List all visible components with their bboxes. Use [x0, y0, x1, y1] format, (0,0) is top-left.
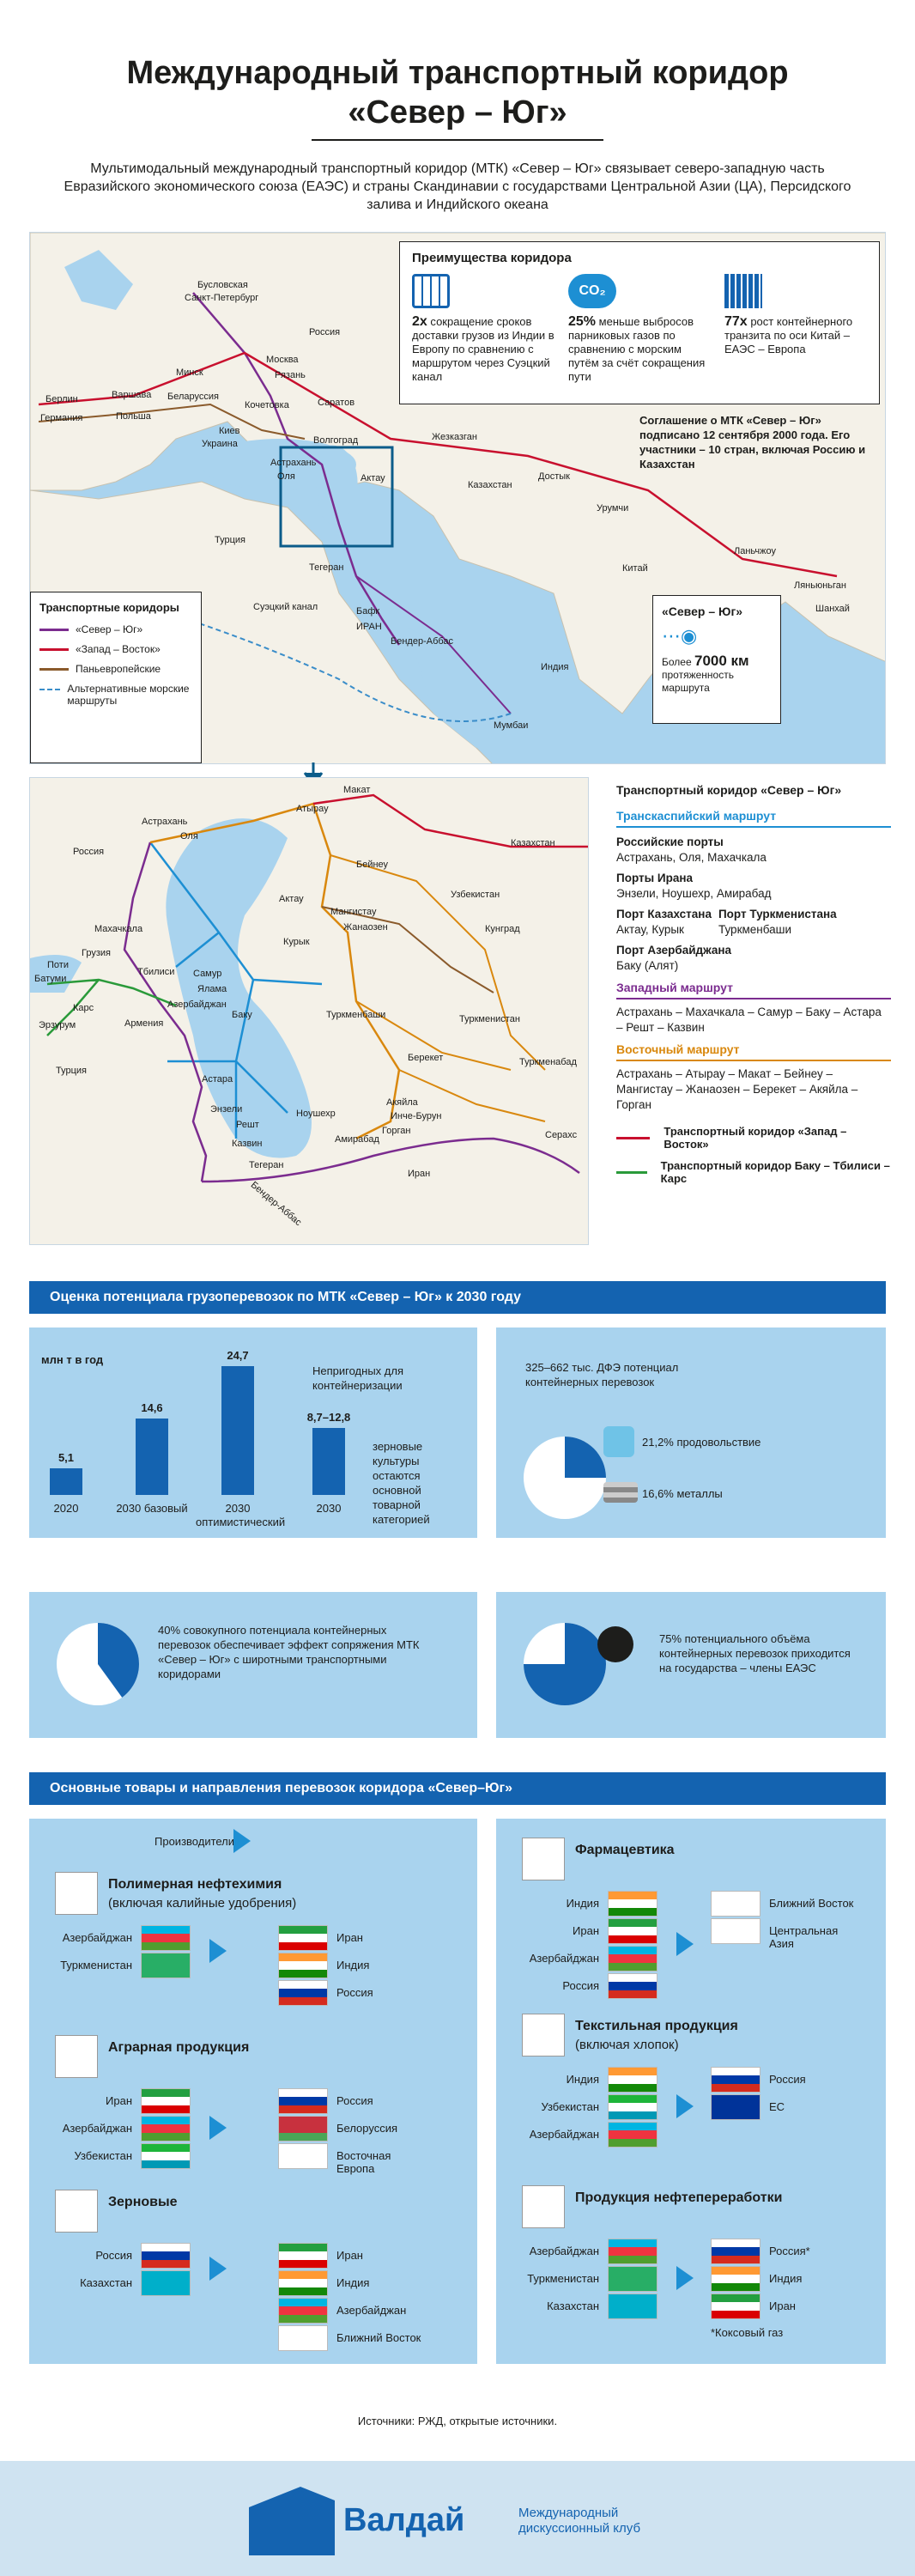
- bar-value-label: 14,6: [141, 1401, 163, 1414]
- flag-icon: [608, 2266, 657, 2292]
- advantage-item: 77x рост контейнерного транзита по оси Китай – ЕАЭС – Европа: [724, 274, 867, 384]
- goods-block: [496, 2014, 886, 2168]
- destination-country: Россия: [336, 1986, 373, 1999]
- origin-country: Россия: [95, 2249, 132, 2262]
- bar-category-label: 2030 базовый: [116, 1502, 188, 1515]
- flag-icon: [711, 2239, 760, 2264]
- flag-icon: [141, 2088, 191, 2114]
- direction-arrow-icon: [676, 2094, 694, 2118]
- share40-card: 40% совокупного потенциала контейнерных перевозок обеспечивает эффект сопряжения МТК «Север – Юг» с широтными транспортными коридорами: [29, 1592, 477, 1738]
- title-divider: [312, 139, 603, 141]
- map-label: Махачкала: [94, 924, 143, 934]
- map-label: Украина: [202, 439, 238, 449]
- map-label: Казахстан: [468, 480, 512, 490]
- map-label: Казвин: [232, 1139, 263, 1149]
- origin-country: Азербайджан: [529, 2245, 599, 2257]
- advantage-item: CO₂ 25% меньше выбросов парниковых газов по сравнению с морским путём за счёт сокращения пути: [568, 274, 711, 384]
- origin-country: Казахстан: [547, 2300, 599, 2312]
- goods-title: Зерновые: [108, 2195, 178, 2209]
- eaeu-emblem-icon: [597, 1626, 633, 1662]
- origin-country: Узбекистан: [74, 2149, 132, 2162]
- flag-icon: [141, 1925, 191, 1951]
- teu-pie: [522, 1435, 608, 1521]
- calendar-icon: [412, 274, 450, 308]
- destination-country: ЕС: [769, 2100, 785, 2113]
- destination-country: Россия: [336, 2094, 373, 2107]
- destination-country: Россия: [769, 2073, 806, 2086]
- origin-country: Азербайджан: [62, 1931, 132, 1944]
- destination-country: Центральная Азия: [769, 1924, 839, 1950]
- map-label: Индия: [541, 662, 569, 672]
- origin-country: Азербайджан: [62, 2122, 132, 2135]
- goods-subtitle: (включая хлопок): [575, 2038, 679, 2052]
- flag-icon: [278, 2116, 328, 2142]
- co2-cloud-icon: CO₂: [568, 274, 616, 308]
- caspian-map-svg: [30, 778, 589, 1245]
- advantage-item: 2x сокращение сроков доставки грузов из Индии в Европу по сравнению с маршрутом через Суэцкий канал: [412, 274, 554, 384]
- origin-country: Иран: [106, 2094, 132, 2107]
- flag-icon: [608, 1946, 657, 1971]
- map-label: Саратов: [318, 398, 355, 408]
- food-icon: [603, 1426, 634, 1457]
- bar-value-label: 5,1: [58, 1451, 75, 1464]
- map-label: Шанхай: [815, 604, 850, 614]
- goods-header: Основные товары и направления перевозок коридора «Север–Юг»: [29, 1772, 886, 1805]
- legend-item: Паньевропейские: [39, 663, 192, 675]
- caspian-map: [29, 777, 589, 1245]
- origin-country: Казахстан: [80, 2276, 132, 2289]
- volume-bar: [136, 1419, 168, 1495]
- map-label: Беларуссия: [167, 392, 219, 402]
- flag-icon: [278, 2298, 328, 2324]
- map-label: Акяйла: [386, 1097, 418, 1108]
- direction-arrow-icon: [209, 1939, 227, 1963]
- map-label: Бейнеу: [356, 860, 389, 870]
- destination-country: Индия: [336, 1959, 370, 1971]
- goods-block: [29, 2035, 477, 2190]
- destination-country: Восточная Европа: [336, 2149, 391, 2175]
- destination-country: Азербайджан: [336, 2304, 407, 2317]
- flag-icon: [608, 2094, 657, 2120]
- map-label: Амирабад: [335, 1134, 379, 1145]
- goods-category-icon: [55, 2035, 98, 2078]
- origin-country: Индия: [566, 1897, 599, 1910]
- flag-icon: [711, 2266, 760, 2292]
- intro-text: Мультимодальный международный транспортный коридор (МТК) «Север – Юг» связывает северо-западную часть Евразийского экономического союза (ЕАЭС) и страны Скандинавии с государствами Центральной Азии (ЦА), Персидского залива и Индийского океана: [64, 161, 851, 212]
- origin-country: Азербайджан: [529, 1952, 599, 1965]
- map-label: Волгоград: [313, 435, 359, 446]
- map-label: Решт: [236, 1120, 259, 1130]
- share75-card: 75% потенциального объёма контейнерных перевозок приходится на государства – члены ЕАЭС: [496, 1592, 886, 1738]
- goods-category-icon: [55, 2190, 98, 2233]
- teu-card: 325–662 тыс. ДФЭ потенциал контейнерных перевозок 21,2% продовольствие 16,6% металлы: [496, 1327, 886, 1538]
- map-label: Суэцкий канал: [253, 602, 318, 612]
- caspian-legend: Транспортный коридор «Север – Юг» Транскаспийский маршрут Российские порты Астрахань, Оля, Махачкала Порты Ирана Энзели, Ноушехр, Амирабад Порт Казахстана Актау, Курык Порт Туркменистана Туркменбаши Порт Азербайджана Баку (Алят) Западный маршрут Астрахань – Махачкала – Самур – Баку – Астара – Решт – Казвин Восточный маршрут Астрахань – Атырау – Макат – Бейнеу – Мангистау – Жанаозен – Берекет – Акяйла – Горган Транспортный коридор «Запад – Восток» Транспортный коридор Баку – Тбилиси – Карс: [616, 783, 890, 1185]
- overview-map: [29, 232, 886, 764]
- map-label: Атырау: [296, 804, 329, 814]
- origin-country: Иран: [573, 1924, 599, 1937]
- legend-item: «Запад – Восток»: [39, 643, 192, 655]
- map-label: Кочетовка: [245, 400, 289, 410]
- map-label: Мангистау: [330, 907, 377, 917]
- goods-category-icon: [522, 2185, 565, 2228]
- map-label: Самур: [193, 969, 222, 979]
- map-label: Астрахань: [142, 817, 188, 827]
- map-label: Оля: [277, 471, 295, 482]
- goods-category-icon: [522, 2014, 565, 2057]
- map-label: Москва: [266, 355, 299, 365]
- map-label: Энзели: [210, 1104, 243, 1115]
- flag-icon: [711, 1918, 760, 1944]
- map-label: Берекет: [408, 1053, 444, 1063]
- flag-icon: [278, 2243, 328, 2269]
- destination-country: Ближний Восток: [336, 2331, 421, 2344]
- map-label: Жанаозен: [343, 922, 388, 933]
- share75-pie: [522, 1621, 608, 1707]
- map-label: Туркменистан: [459, 1014, 520, 1024]
- flag-icon: [608, 1973, 657, 1999]
- map-label: Бафк: [356, 606, 380, 617]
- map-label: Тегеран: [249, 1160, 284, 1170]
- destination-country: Иран: [769, 2300, 796, 2312]
- map-label: Киев: [219, 426, 240, 436]
- bar-value-label: 8,7–12,8: [306, 1411, 351, 1424]
- route-pin-icon: ⋯◉: [662, 625, 698, 647]
- goods-title: Продукция нефтепереработки: [575, 2190, 783, 2205]
- map-label: Казахстан: [511, 838, 555, 848]
- map-label: Бендер-Аббас: [391, 636, 454, 647]
- producers-arrow-icon: [233, 1829, 251, 1853]
- map-label: Рязань: [275, 370, 306, 380]
- map-label: Серахс: [545, 1130, 578, 1140]
- flag-icon: [711, 2067, 760, 2093]
- map-label: Санкт-Петербург: [185, 293, 259, 303]
- map-label: Инче-Бурун: [391, 1111, 442, 1121]
- map-label: Макат: [343, 785, 371, 795]
- flag-icon: [141, 2270, 191, 2296]
- flag-icon: [608, 1891, 657, 1917]
- direction-arrow-icon: [209, 2116, 227, 2140]
- flag-icon: [608, 2122, 657, 2148]
- goods-subtitle: (включая калийные удобрения): [108, 1896, 297, 1911]
- flag-icon: [608, 1918, 657, 1944]
- destination-country: Индия: [769, 2272, 803, 2285]
- map-label: Тбилиси: [137, 967, 175, 977]
- sources: Источники: РЖД, открытые источники.: [357, 2415, 558, 2427]
- map-label: Карс: [73, 1003, 94, 1013]
- map-label: Курык: [283, 937, 310, 947]
- map-label: Турция: [215, 535, 245, 545]
- bar-category-label: 2020: [53, 1502, 79, 1515]
- map-label: Достык: [538, 471, 570, 482]
- advantages-title: Преимущества коридора: [412, 251, 572, 265]
- map-label: Астара: [202, 1074, 233, 1084]
- map-label: Бендер-Аббас: [248, 1179, 304, 1229]
- map-label: Россия: [309, 327, 341, 337]
- container-icon: [724, 274, 762, 308]
- flag-icon: [278, 1925, 328, 1951]
- flag-icon: [278, 1953, 328, 1978]
- share40-pie: [55, 1621, 141, 1707]
- volume-bar: [221, 1366, 254, 1495]
- flag-icon: [711, 2293, 760, 2319]
- destination-country: Ближний Восток: [769, 1897, 854, 1910]
- flag-icon: [608, 2239, 657, 2264]
- map-label: Актау: [361, 473, 385, 483]
- map-label: Жезказган: [432, 432, 477, 442]
- flag-icon: [278, 2270, 328, 2296]
- destination-country: Иран: [336, 2249, 363, 2262]
- volume-chart-card: млн т в год Непригодных для контейнеризации зерновые культуры остаются основной товарной категорией 5,1 2020 14,6 2030 базовый 24,7 2030 оптимистический 8,7–12,8 2030: [29, 1327, 477, 1538]
- estimate-header: Оценка потенциала грузоперевозок по МТК «Север – Юг» к 2030 году: [29, 1281, 886, 1314]
- flag-icon: [141, 2243, 191, 2269]
- route-length-callout: «Север – Юг» ⋯◉ Более 7000 км протяженность маршрута: [652, 595, 781, 724]
- map-label: Оля: [180, 831, 198, 841]
- pipes-icon: [603, 1482, 638, 1503]
- map-label: Иран: [408, 1169, 431, 1179]
- map-label: Туркменбаши: [326, 1010, 386, 1020]
- valdai-logo-icon: [249, 2487, 335, 2555]
- goods-block: [29, 1872, 477, 2026]
- goods-block: [496, 2185, 886, 2340]
- map-label: Горган: [382, 1126, 411, 1136]
- direction-arrow-icon: [676, 2266, 694, 2290]
- footer-brand: Валдай Международный дискуссионный клуб: [0, 2461, 915, 2576]
- flag-icon: [278, 2325, 328, 2351]
- bar-category-label: 2030 оптимистический: [196, 1502, 286, 1528]
- page-title: Международный транспортный коридор «Север – Юг»: [126, 55, 789, 131]
- map-label: Ноушехр: [296, 1109, 336, 1119]
- map-label: Турция: [56, 1066, 87, 1076]
- goods-block: [496, 1838, 886, 1992]
- legend-item: «Север – Юг»: [39, 623, 192, 635]
- map-legend: Транспортные коридоры «Север – Юг» «Запад – Восток» Паньевропейские Альтернативные морские маршруты: [30, 592, 202, 763]
- map-label: Туркменабад: [519, 1057, 577, 1067]
- flag-icon: [278, 1980, 328, 2006]
- legend-item: Альтернативные морские маршруты: [39, 683, 192, 707]
- goods-block: [29, 2190, 477, 2344]
- origin-country: Узбекистан: [541, 2100, 599, 2113]
- flag-icon: [608, 2067, 657, 2093]
- map-label: Грузия: [82, 948, 111, 958]
- legend-item: Транспортный коридор Баку – Тбилиси – Карс: [616, 1159, 891, 1185]
- flag-icon: [141, 2143, 191, 2169]
- destination-country: Белоруссия: [336, 2122, 398, 2135]
- agreement-note: Соглашение о МТК «Север – Юг» подписано 12 сентября 2000 года. Его участники – 10 стран, включая Россию и Казахстан: [639, 414, 866, 471]
- flag-icon: [141, 2116, 191, 2142]
- map-label: Узбекистан: [451, 890, 500, 900]
- map-label: Астрахань: [270, 458, 317, 468]
- direction-arrow-icon: [676, 1932, 694, 1956]
- origin-country: Россия: [562, 1979, 599, 1992]
- bar-category-label: 2030: [316, 1502, 342, 1515]
- map-label: Минск: [176, 368, 203, 378]
- map-label: Бусловская: [197, 280, 248, 290]
- volume-bar: [50, 1468, 82, 1495]
- map-label: Берлин: [45, 394, 78, 404]
- origin-country: Туркменистан: [60, 1959, 132, 1971]
- map-label: Мумбаи: [494, 720, 529, 731]
- map-label: Армения: [124, 1018, 164, 1029]
- map-label: Кунград: [485, 924, 520, 934]
- map-label: Урумчи: [597, 503, 629, 513]
- map-label: Актау: [279, 894, 304, 904]
- map-label: Тегеран: [309, 562, 344, 573]
- map-label: Баку: [232, 1010, 252, 1020]
- flag-icon: [711, 2094, 760, 2120]
- goods-footnote: *Коксовый газ: [711, 2326, 784, 2339]
- map-label: Польша: [116, 411, 151, 422]
- map-label: Поти: [47, 960, 69, 970]
- pie-slice-food: [565, 1437, 606, 1478]
- origin-country: Азербайджан: [529, 2128, 599, 2141]
- direction-arrow-icon: [209, 2257, 227, 2281]
- goods-title: Полимерная нефтехимия: [108, 1877, 282, 1892]
- map-label: ИРАН: [356, 622, 382, 632]
- map-label: Ляньюньган: [794, 580, 846, 591]
- origin-country: Туркменистан: [527, 2272, 599, 2285]
- producers-label: Производители: [155, 1835, 235, 1848]
- origin-country: Индия: [566, 2073, 599, 2086]
- bar-value-label: 24,7: [227, 1349, 249, 1362]
- map-label: Ланьчжоу: [734, 546, 776, 556]
- map-label: Варшава: [112, 390, 152, 400]
- goods-category-icon: [55, 1872, 98, 1915]
- map-label: Ялама: [197, 984, 227, 994]
- flag-icon: [278, 2088, 328, 2114]
- map-label: Россия: [73, 847, 105, 857]
- flag-icon: [608, 2293, 657, 2319]
- goods-category-icon: [522, 1838, 565, 1880]
- legend-item: Транспортный коридор «Запад – Восток»: [616, 1125, 891, 1151]
- flag-icon: [141, 1953, 191, 1978]
- destination-country: Иран: [336, 1931, 363, 1944]
- advantages-panel: [399, 241, 880, 404]
- map-label: Азербайджан: [167, 999, 227, 1010]
- goods-title: Фармацевтика: [575, 1843, 675, 1857]
- destination-country: Россия*: [769, 2245, 810, 2257]
- goods-title: Аграрная продукция: [108, 2040, 250, 2055]
- map-label: Батуми: [34, 974, 67, 984]
- map-label: Китай: [622, 563, 648, 574]
- map-label: Германия: [40, 413, 83, 423]
- goods-title: Текстильная продукция: [575, 2019, 738, 2033]
- map-label: Эрзурум: [39, 1020, 76, 1030]
- destination-country: Индия: [336, 2276, 370, 2289]
- flag-icon: [278, 2143, 328, 2169]
- volume-bar: [312, 1428, 345, 1495]
- flag-icon: [711, 1891, 760, 1917]
